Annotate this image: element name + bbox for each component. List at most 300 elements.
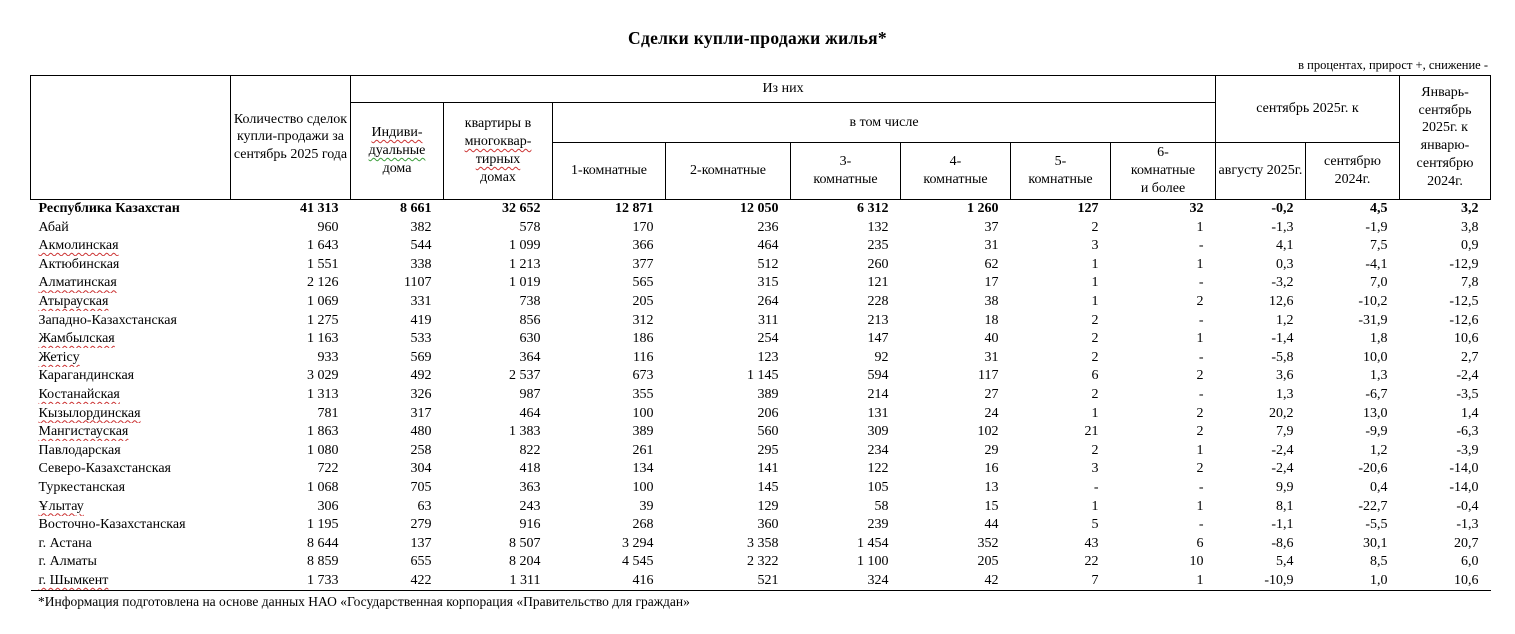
value-cell: -: [1093, 479, 1099, 495]
region-name-cell: Карагандинская: [38, 368, 135, 384]
value-cell: 1107: [404, 275, 432, 291]
value-cell: 1 313: [307, 386, 339, 402]
value-cell: 17: [984, 275, 999, 291]
col-header-apartments: [444, 103, 553, 200]
value-cell: 30,1: [1363, 535, 1388, 551]
value-cell: 243: [519, 498, 541, 514]
region-name-cell: Ұлытау: [38, 498, 84, 514]
value-cell: 6 312: [857, 201, 889, 217]
individual-houses-line2: дуальные: [368, 142, 426, 158]
value-cell: 355: [632, 386, 654, 402]
room4-line2: комнатные: [923, 171, 988, 187]
col-header-of-them: Из них: [351, 76, 1216, 103]
value-cell: 366: [632, 238, 654, 254]
region-name-cell: Западно-Казахстанская: [38, 312, 177, 328]
value-cell: -1,9: [1365, 219, 1388, 235]
value-cell: 1 019: [509, 275, 541, 291]
value-cell: 360: [757, 517, 779, 533]
value-cell: 261: [632, 442, 654, 458]
value-cell: 2: [1091, 331, 1099, 347]
value-cell: 1: [1091, 498, 1099, 514]
value-cell: 4 545: [622, 554, 654, 570]
region-name-cell: г. Астана: [38, 535, 92, 551]
value-cell: 10,6: [1454, 331, 1479, 347]
value-cell: 464: [519, 405, 541, 421]
value-cell: 1 195: [307, 517, 339, 533]
value-cell: 29: [984, 442, 999, 458]
value-cell: 127: [1077, 201, 1099, 217]
footnote: *Информация подготовлена на основе данных НАО «Государственная корпорация «Правительство для граждан»: [38, 594, 690, 610]
table-row: [31, 274, 1491, 293]
table-row: [31, 534, 1491, 553]
value-cell: 1 213: [509, 256, 541, 272]
room6-line1: 6-: [1157, 145, 1169, 160]
region-name-cell: г. Алматы: [38, 554, 97, 570]
value-cell: 2: [1196, 405, 1204, 421]
individual-houses-line3: дома: [382, 160, 412, 176]
value-cell: 131: [867, 405, 889, 421]
room3-line2: комнатные: [813, 171, 878, 187]
value-cell: -31,9: [1358, 312, 1388, 328]
value-cell: 40: [984, 331, 999, 347]
value-cell: -2,4: [1271, 461, 1294, 477]
value-cell: 1 080: [307, 442, 339, 458]
value-cell: 1,4: [1461, 405, 1479, 421]
value-cell: 228: [867, 293, 889, 309]
value-cell: 7: [1011, 572, 1111, 591]
value-cell: -1,1: [1271, 517, 1294, 533]
region-name-cell: г. Шымкент: [31, 572, 231, 591]
value-cell: 569: [410, 349, 432, 365]
value-cell: 565: [632, 275, 654, 291]
value-cell: 1: [1196, 331, 1204, 347]
col-header-5-room: [1011, 143, 1111, 200]
value-cell: 170: [632, 219, 654, 235]
table-row: [31, 441, 1491, 460]
value-cell: 12,6: [1269, 293, 1294, 309]
value-cell: 105: [867, 479, 889, 495]
value-cell: 4,1: [1276, 238, 1294, 254]
value-cell: 4,5: [1370, 201, 1388, 217]
value-cell: 326: [410, 386, 432, 402]
value-cell: 116: [633, 349, 654, 365]
value-cell: 18: [984, 312, 999, 328]
value-cell: 1: [1196, 219, 1204, 235]
value-cell: 960: [317, 219, 339, 235]
value-cell: -6,3: [1456, 424, 1479, 440]
region-name-cell: Туркестанская: [38, 479, 126, 495]
value-cell: 464: [757, 238, 779, 254]
value-cell: 58: [874, 498, 889, 514]
value-cell: 141: [757, 461, 779, 477]
value-cell: 5,4: [1276, 554, 1294, 570]
value-cell: 1 643: [307, 238, 339, 254]
table-row: [31, 572, 1491, 591]
value-cell: 916: [519, 517, 541, 533]
value-cell: 234: [867, 442, 889, 458]
value-cell: 317: [410, 405, 432, 421]
region-name-cell: Актюбинская: [38, 256, 120, 272]
value-cell: -: [1198, 275, 1204, 291]
value-cell: 295: [757, 442, 779, 458]
table-body: [31, 199, 1491, 590]
value-cell: 8 644: [307, 535, 339, 551]
value-cell: -: [1198, 479, 1204, 495]
value-cell: 533: [410, 331, 432, 347]
value-cell: -0,2: [1271, 201, 1294, 217]
value-cell: 1: [1196, 442, 1204, 458]
value-cell: -12,9: [1449, 256, 1479, 272]
value-cell: -12,5: [1449, 293, 1479, 309]
room5-line1: 5-: [1054, 153, 1067, 169]
value-cell: 492: [410, 368, 432, 384]
table-row: [31, 199, 1491, 218]
value-cell: 3: [1091, 238, 1099, 254]
apartments-line4: домах: [480, 169, 516, 185]
value-cell: 39: [639, 498, 654, 514]
value-cell: 304: [410, 461, 432, 477]
apartments-line2: многоквар-: [464, 133, 532, 149]
value-cell: 8 661: [400, 201, 432, 217]
value-cell: -10,9: [1216, 572, 1306, 591]
value-cell: 15: [984, 498, 999, 514]
value-cell: -: [1198, 517, 1204, 533]
value-cell: 21: [1084, 424, 1099, 440]
value-cell: 1 733: [231, 572, 351, 591]
value-cell: 10,6: [1400, 572, 1491, 591]
value-cell: 630: [519, 331, 541, 347]
value-cell: -10,2: [1358, 293, 1388, 309]
value-cell: 364: [519, 349, 541, 365]
value-cell: 8 507: [509, 535, 541, 551]
room3-line1: 3-: [839, 153, 852, 169]
value-cell: 2: [1091, 386, 1099, 402]
value-cell: 1 145: [747, 368, 779, 384]
col-header-2-room: 2-комнатные: [666, 143, 791, 200]
value-cell: 1 260: [967, 201, 999, 217]
value-cell: -5,5: [1365, 517, 1388, 533]
room4-line1: 4-: [949, 153, 962, 169]
value-cell: 186: [632, 331, 654, 347]
region-name-cell: Мангистауская: [38, 424, 129, 440]
value-cell: 2,7: [1461, 349, 1479, 365]
value-cell: 1 311: [444, 572, 553, 591]
value-cell: -0,4: [1456, 498, 1479, 514]
table-row: [31, 348, 1491, 367]
region-name-cell: Павлодарская: [38, 442, 121, 458]
value-cell: 1,2: [1276, 312, 1294, 328]
value-cell: 205: [977, 554, 999, 570]
value-cell: 16: [984, 461, 999, 477]
table-row: [31, 237, 1491, 256]
value-cell: 22: [1084, 554, 1099, 570]
value-cell: 3,8: [1461, 219, 1479, 235]
value-cell: 3,6: [1276, 368, 1294, 384]
table-row: [31, 330, 1491, 349]
value-cell: 100: [632, 405, 654, 421]
table-row: [31, 479, 1491, 498]
value-cell: 102: [977, 424, 999, 440]
col-header-region: [31, 76, 231, 200]
value-cell: 214: [867, 386, 889, 402]
value-cell: 236: [757, 219, 779, 235]
table-row: [31, 404, 1491, 423]
value-cell: 419: [410, 312, 432, 328]
col-header-6-room: [1111, 143, 1216, 200]
value-cell: 312: [632, 312, 654, 328]
value-cell: -14,0: [1449, 479, 1479, 495]
value-cell: 1,3: [1370, 368, 1388, 384]
col-header-sep2025-to: сентябрь 2025г. к: [1216, 76, 1400, 143]
value-cell: 382: [410, 219, 432, 235]
value-cell: 560: [757, 424, 779, 440]
value-cell: 315: [757, 275, 779, 291]
value-cell: 578: [519, 219, 541, 235]
value-cell: 7,8: [1461, 275, 1479, 291]
value-cell: -2,4: [1271, 442, 1294, 458]
value-cell: 8 204: [509, 554, 541, 570]
col-header-1-room: 1-комнатные: [553, 143, 666, 200]
value-cell: 1 068: [307, 479, 339, 495]
value-cell: 268: [632, 517, 654, 533]
value-cell: 205: [632, 293, 654, 309]
value-cell: -3,5: [1456, 386, 1479, 402]
value-cell: 12 050: [740, 201, 779, 217]
value-cell: 331: [410, 293, 432, 309]
region-name-cell: Восточно-Казахстанская: [38, 517, 186, 533]
value-cell: 594: [867, 368, 889, 384]
value-cell: 137: [410, 535, 432, 551]
value-cell: 1 100: [857, 554, 889, 570]
value-cell: 132: [867, 219, 889, 235]
value-cell: 521: [666, 572, 791, 591]
value-cell: 856: [519, 312, 541, 328]
value-cell: 0,4: [1370, 479, 1388, 495]
value-cell: 7,9: [1276, 424, 1294, 440]
value-cell: -12,6: [1449, 312, 1479, 328]
value-cell: 258: [410, 442, 432, 458]
value-cell: -: [1198, 312, 1204, 328]
room5-line2: комнатные: [1028, 171, 1093, 187]
value-cell: 655: [410, 554, 432, 570]
value-cell: -3,9: [1456, 442, 1479, 458]
value-cell: -1,3: [1456, 517, 1479, 533]
value-cell: 235: [867, 238, 889, 254]
table-row: [31, 553, 1491, 572]
value-cell: 62: [984, 256, 999, 272]
value-cell: 121: [867, 275, 889, 291]
value-cell: 306: [317, 498, 339, 514]
value-cell: 418: [519, 461, 541, 477]
col-header-3-room: [791, 143, 901, 200]
value-cell: 987: [519, 386, 541, 402]
individual-houses-line1: Индиви-: [371, 125, 423, 140]
value-cell: 1 099: [509, 238, 541, 254]
value-cell: 352: [977, 535, 999, 551]
col-header-individual-houses: [351, 103, 444, 200]
col-header-including: в том числе: [553, 103, 1216, 143]
table-area: [30, 58, 1490, 610]
value-cell: 2: [1196, 461, 1204, 477]
value-cell: 781: [317, 405, 339, 421]
value-cell: 1: [1111, 572, 1216, 591]
value-cell: 311: [758, 312, 779, 328]
value-cell: -: [1198, 386, 1204, 402]
value-cell: 10,0: [1363, 349, 1388, 365]
value-cell: 422: [351, 572, 444, 591]
value-cell: 738: [519, 293, 541, 309]
region-name-cell: Атырауская: [38, 293, 109, 309]
value-cell: 44: [984, 517, 999, 533]
value-cell: 1 163: [307, 331, 339, 347]
value-cell: 129: [757, 498, 779, 514]
value-cell: 1: [1196, 498, 1204, 514]
value-cell: 37: [984, 219, 999, 235]
value-cell: 31: [984, 238, 999, 254]
value-cell: 206: [757, 405, 779, 421]
value-cell: 10: [1189, 554, 1204, 570]
value-cell: 213: [867, 312, 889, 328]
value-cell: -: [1198, 238, 1204, 254]
value-cell: 512: [757, 256, 779, 272]
value-cell: 13,0: [1363, 405, 1388, 421]
value-cell: 254: [757, 331, 779, 347]
region-name-cell: Кызылординская: [38, 405, 141, 421]
value-cell: 1: [1091, 293, 1099, 309]
value-cell: -9,9: [1365, 424, 1388, 440]
value-cell: 122: [867, 461, 889, 477]
value-cell: 12 871: [615, 201, 654, 217]
value-cell: 3 294: [622, 535, 654, 551]
value-cell: 117: [978, 368, 999, 384]
table-row: [31, 311, 1491, 330]
value-cell: 338: [410, 256, 432, 272]
region-name-cell: Жетісу: [38, 349, 80, 365]
table-row: [31, 256, 1491, 275]
table-row: [31, 386, 1491, 405]
value-cell: 1 454: [857, 535, 889, 551]
value-cell: 389: [632, 424, 654, 440]
region-name-cell: Северо-Казахстанская: [38, 461, 172, 477]
value-cell: 264: [757, 293, 779, 309]
value-cell: 92: [874, 349, 889, 365]
value-cell: 673: [632, 368, 654, 384]
value-cell: 123: [757, 349, 779, 365]
value-cell: -14,0: [1449, 461, 1479, 477]
value-cell: -1,4: [1271, 331, 1294, 347]
value-cell: 260: [867, 256, 889, 272]
value-cell: 416: [553, 572, 666, 591]
region-name-cell: Алматинская: [38, 275, 117, 291]
value-cell: -1,3: [1271, 219, 1294, 235]
value-cell: 239: [867, 517, 889, 533]
value-cell: 134: [632, 461, 654, 477]
value-cell: 1 275: [307, 312, 339, 328]
value-cell: -3,2: [1271, 275, 1294, 291]
table-row: [31, 460, 1491, 479]
value-cell: 1: [1091, 405, 1099, 421]
value-cell: 705: [410, 479, 432, 495]
value-cell: 32 652: [502, 201, 541, 217]
table-row: [31, 497, 1491, 516]
region-name-cell: Костанайская: [38, 386, 120, 402]
value-cell: 6,0: [1461, 554, 1479, 570]
value-cell: 38: [984, 293, 999, 309]
value-cell: 8 859: [307, 554, 339, 570]
table-row: [31, 367, 1491, 386]
value-cell: 5: [1091, 517, 1099, 533]
value-cell: 1,3: [1276, 386, 1294, 402]
col-header-4-room: [901, 143, 1011, 200]
value-cell: 1 383: [509, 424, 541, 440]
value-cell: -8,6: [1271, 535, 1294, 551]
table-row: [31, 516, 1491, 535]
value-cell: 63: [417, 498, 432, 514]
value-cell: 2: [1091, 219, 1099, 235]
table-row: [31, 218, 1491, 237]
region-name-cell: Абай: [38, 219, 69, 235]
value-cell: -22,7: [1358, 498, 1388, 514]
value-cell: 324: [791, 572, 901, 591]
region-name-cell: Жамбылская: [38, 331, 115, 347]
value-cell: 480: [410, 424, 432, 440]
value-cell: 722: [317, 461, 339, 477]
value-cell: 3 358: [747, 535, 779, 551]
value-cell: 3: [1091, 461, 1099, 477]
value-cell: -6,7: [1365, 386, 1388, 402]
value-cell: 24: [984, 405, 999, 421]
col-header-deals-count: Количество сделок купли-продажи за сентябрь 2025 года: [231, 76, 351, 200]
region-name-cell: Акмолинская: [38, 238, 119, 254]
value-cell: 7,0: [1370, 275, 1388, 291]
value-cell: -20,6: [1358, 461, 1388, 477]
value-cell: 1,8: [1370, 331, 1388, 347]
table-row: [31, 423, 1491, 442]
value-cell: 6: [1196, 535, 1204, 551]
value-cell: 41 313: [300, 201, 339, 217]
table-row: [31, 293, 1491, 312]
value-cell: 377: [632, 256, 654, 272]
value-cell: 309: [867, 424, 889, 440]
value-cell: 3 029: [307, 368, 339, 384]
value-cell: 8,5: [1370, 554, 1388, 570]
value-cell: 2: [1091, 442, 1099, 458]
value-cell: 1,2: [1370, 442, 1388, 458]
col-header-jan-sep-ratio: Январь-сентябрь 2025г. к январю-сентябрю 2024г.: [1400, 76, 1491, 200]
value-cell: 100: [632, 479, 654, 495]
value-cell: 7,5: [1370, 238, 1388, 254]
value-cell: 9,9: [1276, 479, 1294, 495]
value-cell: -2,4: [1456, 368, 1479, 384]
value-cell: 2 126: [307, 275, 339, 291]
value-cell: 363: [519, 479, 541, 495]
col-header-to-aug-2025: августу 2025г.: [1216, 143, 1306, 200]
value-cell: 1: [1091, 275, 1099, 291]
value-cell: 43: [1084, 535, 1099, 551]
value-cell: 1,0: [1306, 572, 1400, 591]
value-cell: 6: [1091, 368, 1099, 384]
value-cell: 2: [1196, 424, 1204, 440]
deals-table: [30, 75, 1491, 591]
value-cell: 3,2: [1461, 201, 1479, 217]
value-cell: -4,1: [1365, 256, 1388, 272]
value-cell: 1 069: [307, 293, 339, 309]
value-cell: 933: [317, 349, 339, 365]
room6-line3: и более: [1140, 180, 1186, 196]
room6-line2: комнатные: [1130, 162, 1196, 178]
value-cell: 1: [1196, 256, 1204, 272]
value-cell: 27: [984, 386, 999, 402]
